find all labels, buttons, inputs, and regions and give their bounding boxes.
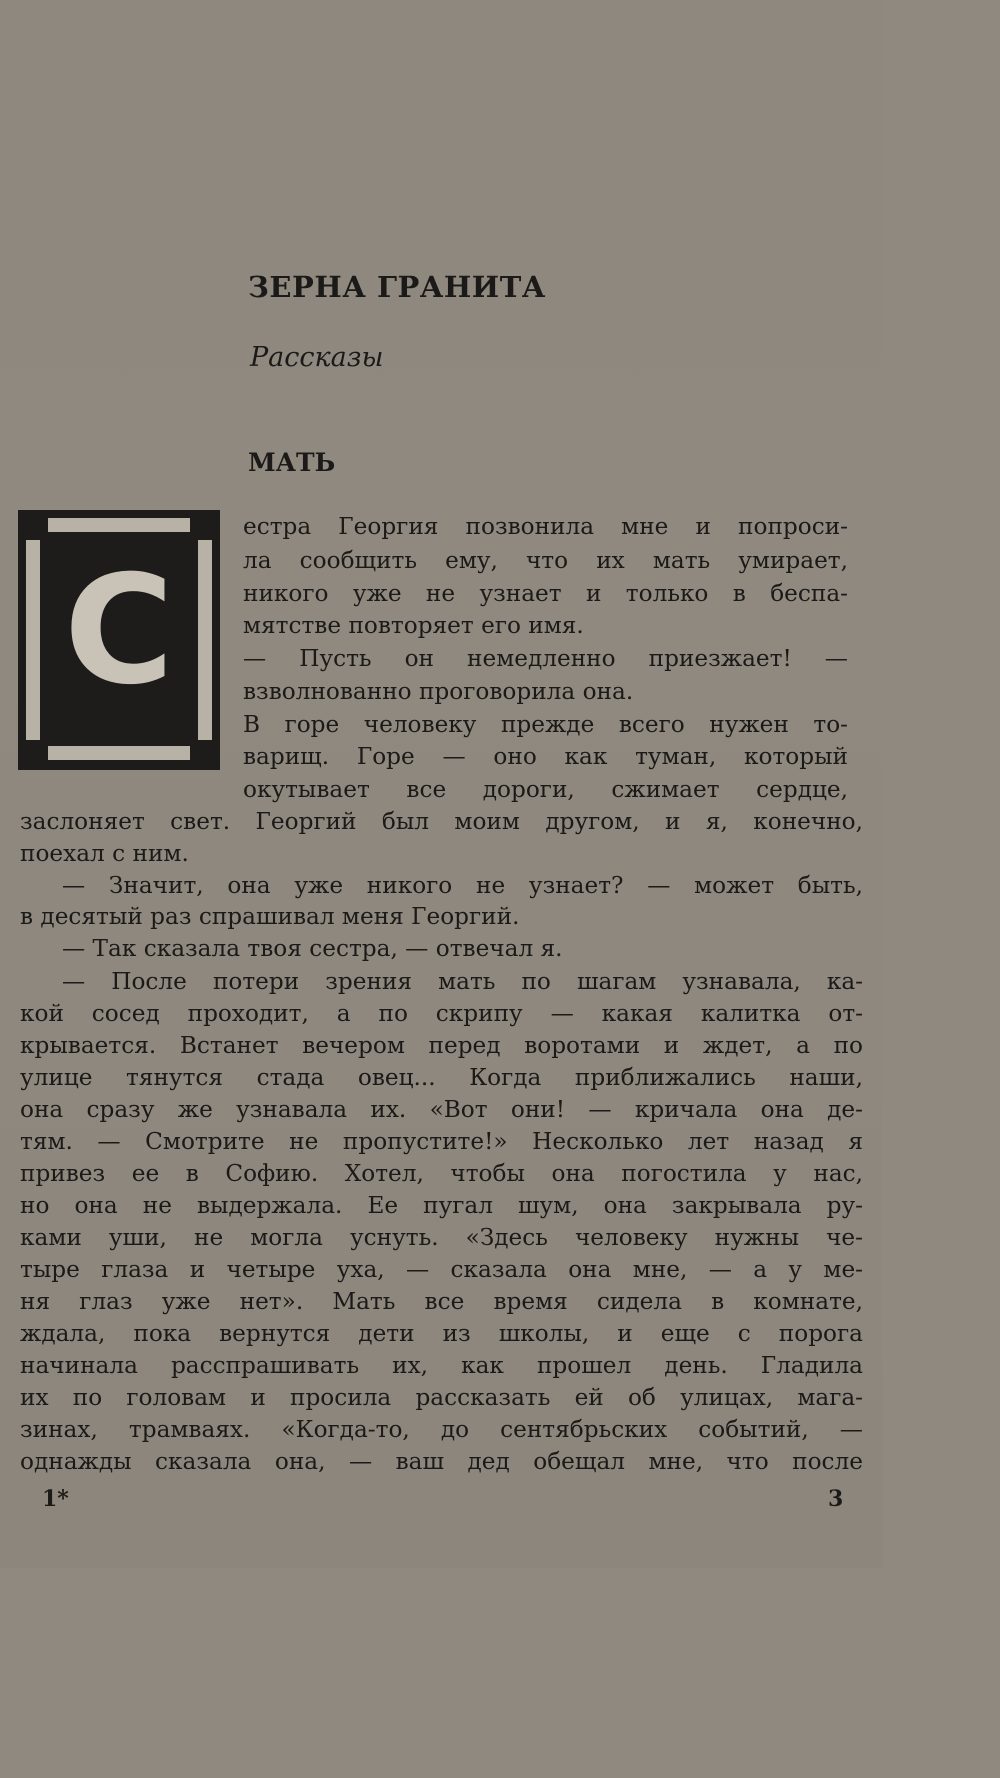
text-line: их по головам и просила рассказать ей об улицах, мага- [20, 1384, 863, 1411]
text-line: — Значит, она уже никого не узнает? — может быть, [62, 872, 863, 899]
text-line: привез ее в Софию. Хотел, чтобы она погостила у нас, [20, 1160, 863, 1187]
text-line: кой сосед проходит, а по скрипу — какая калитка от- [20, 1000, 863, 1027]
text-line: улице тянутся стада овец... Когда приближались наши, [20, 1064, 863, 1091]
page-number: 3 [828, 1486, 844, 1512]
text-line: зинах, трамваях. «Когда-то, до сентябрьских событий, — [20, 1416, 863, 1443]
drop-cap-ornament [18, 510, 220, 770]
text-line: она сразу же узнавала их. «Вот они! — кричала она де- [20, 1096, 863, 1123]
text-line: но она не выдержала. Ее пугал шум, она закрывала ру- [20, 1192, 863, 1219]
text-line: — Пусть он немедленно приезжает! — [243, 645, 848, 672]
text-line: естра Георгия позвонила мне и попроси- [243, 513, 848, 540]
text-line: В горе человеку прежде всего нужен то- [243, 711, 848, 738]
text-line: тыре глаза и четыре уха, — сказала она мне, — а у ме- [20, 1256, 863, 1283]
text-line: ня глаз уже нет». Мать все время сидела в комнате, [20, 1288, 863, 1315]
text-line: поехал с ним. [20, 840, 189, 867]
signature-mark: 1* [42, 1486, 69, 1512]
text-line: ками уши, не могла уснуть. «Здесь человеку нужны че- [20, 1224, 863, 1251]
text-line: — После потери зрения мать по шагам узнавала, ка- [62, 968, 863, 995]
text-line: — Так сказала твоя сестра, — отвечал я. [62, 935, 563, 962]
text-line: мятстве повторяет его имя. [243, 612, 584, 639]
book-title: ЗЕРНА ГРАНИТА [248, 270, 546, 304]
text-line: окутывает все дороги, сжимает сердце, [243, 776, 848, 803]
drop-cap-letter: С [63, 544, 175, 718]
text-line: крывается. Встанет вечером перед воротами и ждет, а по [20, 1032, 863, 1059]
text-line: ла сообщить ему, что их мать умирает, [243, 547, 848, 574]
story-title: МАТЬ [248, 448, 336, 477]
text-line: варищ. Горе — оно как туман, который [243, 743, 848, 770]
text-line: тям. — Смотрите не пропустите!» Несколько лет назад я [20, 1128, 863, 1155]
text-line: заслоняет свет. Георгий был моим другом, и я, конечно, [20, 808, 863, 835]
text-line: однажды сказала она, — ваш дед обещал мне, что после [20, 1448, 863, 1475]
text-line: никого уже не узнает и только в беспа- [243, 580, 848, 607]
text-line: начинала расспрашивать их, как прошел день. Гладила [20, 1352, 863, 1379]
text-line: взволнованно проговорила она. [243, 678, 634, 705]
text-line: в десятый раз спрашивал меня Георгий. [20, 903, 520, 930]
book-subtitle: Рассказы [250, 342, 384, 373]
text-line: ждала, пока вернутся дети из школы, и еще с порога [20, 1320, 863, 1347]
